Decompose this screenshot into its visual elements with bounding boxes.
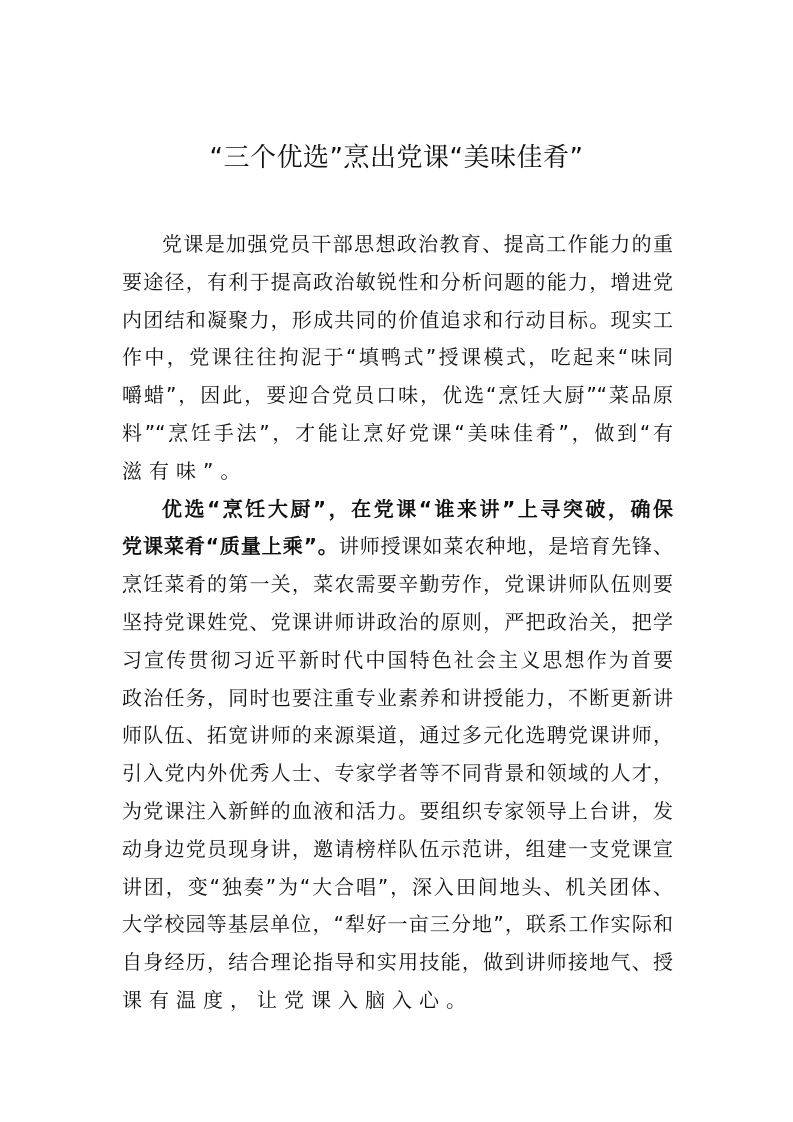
text-line: 滋有味”。 — [122, 458, 248, 483]
text-line: 要途径，有利于提高政治敏锐性和分析问题的能力，增进党 — [122, 269, 673, 294]
text-line: 习宣传贯彻习近平新时代中国特色社会主义思想作为首要 — [122, 647, 673, 672]
text-line: 动身边党员现身讲，邀请榜样队伍示范讲，组建一支党课宣 — [122, 836, 673, 861]
text-line: 坚持党课姓党、党课讲师讲政治的原则，严把政治关，把学 — [122, 609, 673, 634]
heading-sentence-end: 党课菜肴“质量上乘”。 — [122, 534, 339, 559]
text-line: 大学校园等基层单位，“犁好一亩三分地”，联系工作实际和 — [122, 912, 673, 937]
text-span: 讲师授课如菜农种地，是培育先锋、 — [338, 534, 674, 559]
text-line: 内团结和凝聚力，形成共同的价值追求和行动目标。现实工 — [122, 307, 673, 332]
text-line: 烹饪菜肴的第一关，菜农需要辛勤劳作，党课讲师队伍则要 — [122, 572, 673, 597]
text-line: 师队伍、拓宽讲师的来源渠道，通过多元化选聘党课讲师， — [122, 723, 673, 748]
text-line — [122, 528, 673, 566]
paragraph-2 — [122, 491, 673, 1020]
heading-sentence-line: 优选“烹饪大厨”，在党课“谁来讲”上寻突破，确保 — [162, 496, 673, 521]
paragraph-1 — [122, 226, 673, 491]
text-line: 引入党内外优秀人士、专家学者等不同背景和领域的人才， — [122, 761, 673, 786]
text-line: 党课是加强党员干部思想政治教育、提高工作能力的重 — [162, 232, 673, 256]
text-line: 自身经历，结合理论指导和实用技能，做到讲师接地气、授 — [122, 950, 673, 975]
text-line: 讲团，变“独奏”为“大合唱”，深入田间地头、机关团体、 — [122, 874, 673, 899]
document-title: “三个优选”烹出党课“美味佳肴” — [209, 143, 584, 173]
text-line: 料”“烹饪手法”，才能让烹好党课“美味佳肴”，做到“有 — [122, 420, 673, 445]
text-line: 嚼蜡”，因此，要迎合党员口味，优选“烹饪大厨”“菜品原 — [122, 383, 673, 408]
text-line: 作中，党课往往拘泥于“填鸭式”授课模式，吃起来“味同 — [122, 345, 673, 370]
document-body — [122, 226, 673, 1020]
text-line: 政治任务，同时也要注重专业素养和讲授能力，不断更新讲 — [122, 685, 673, 710]
text-line: 为党课注入新鲜的血液和活力。要组织专家领导上台讲，发 — [122, 798, 673, 823]
text-line: 课有温度，让党课入脑入心。 — [122, 987, 473, 1012]
